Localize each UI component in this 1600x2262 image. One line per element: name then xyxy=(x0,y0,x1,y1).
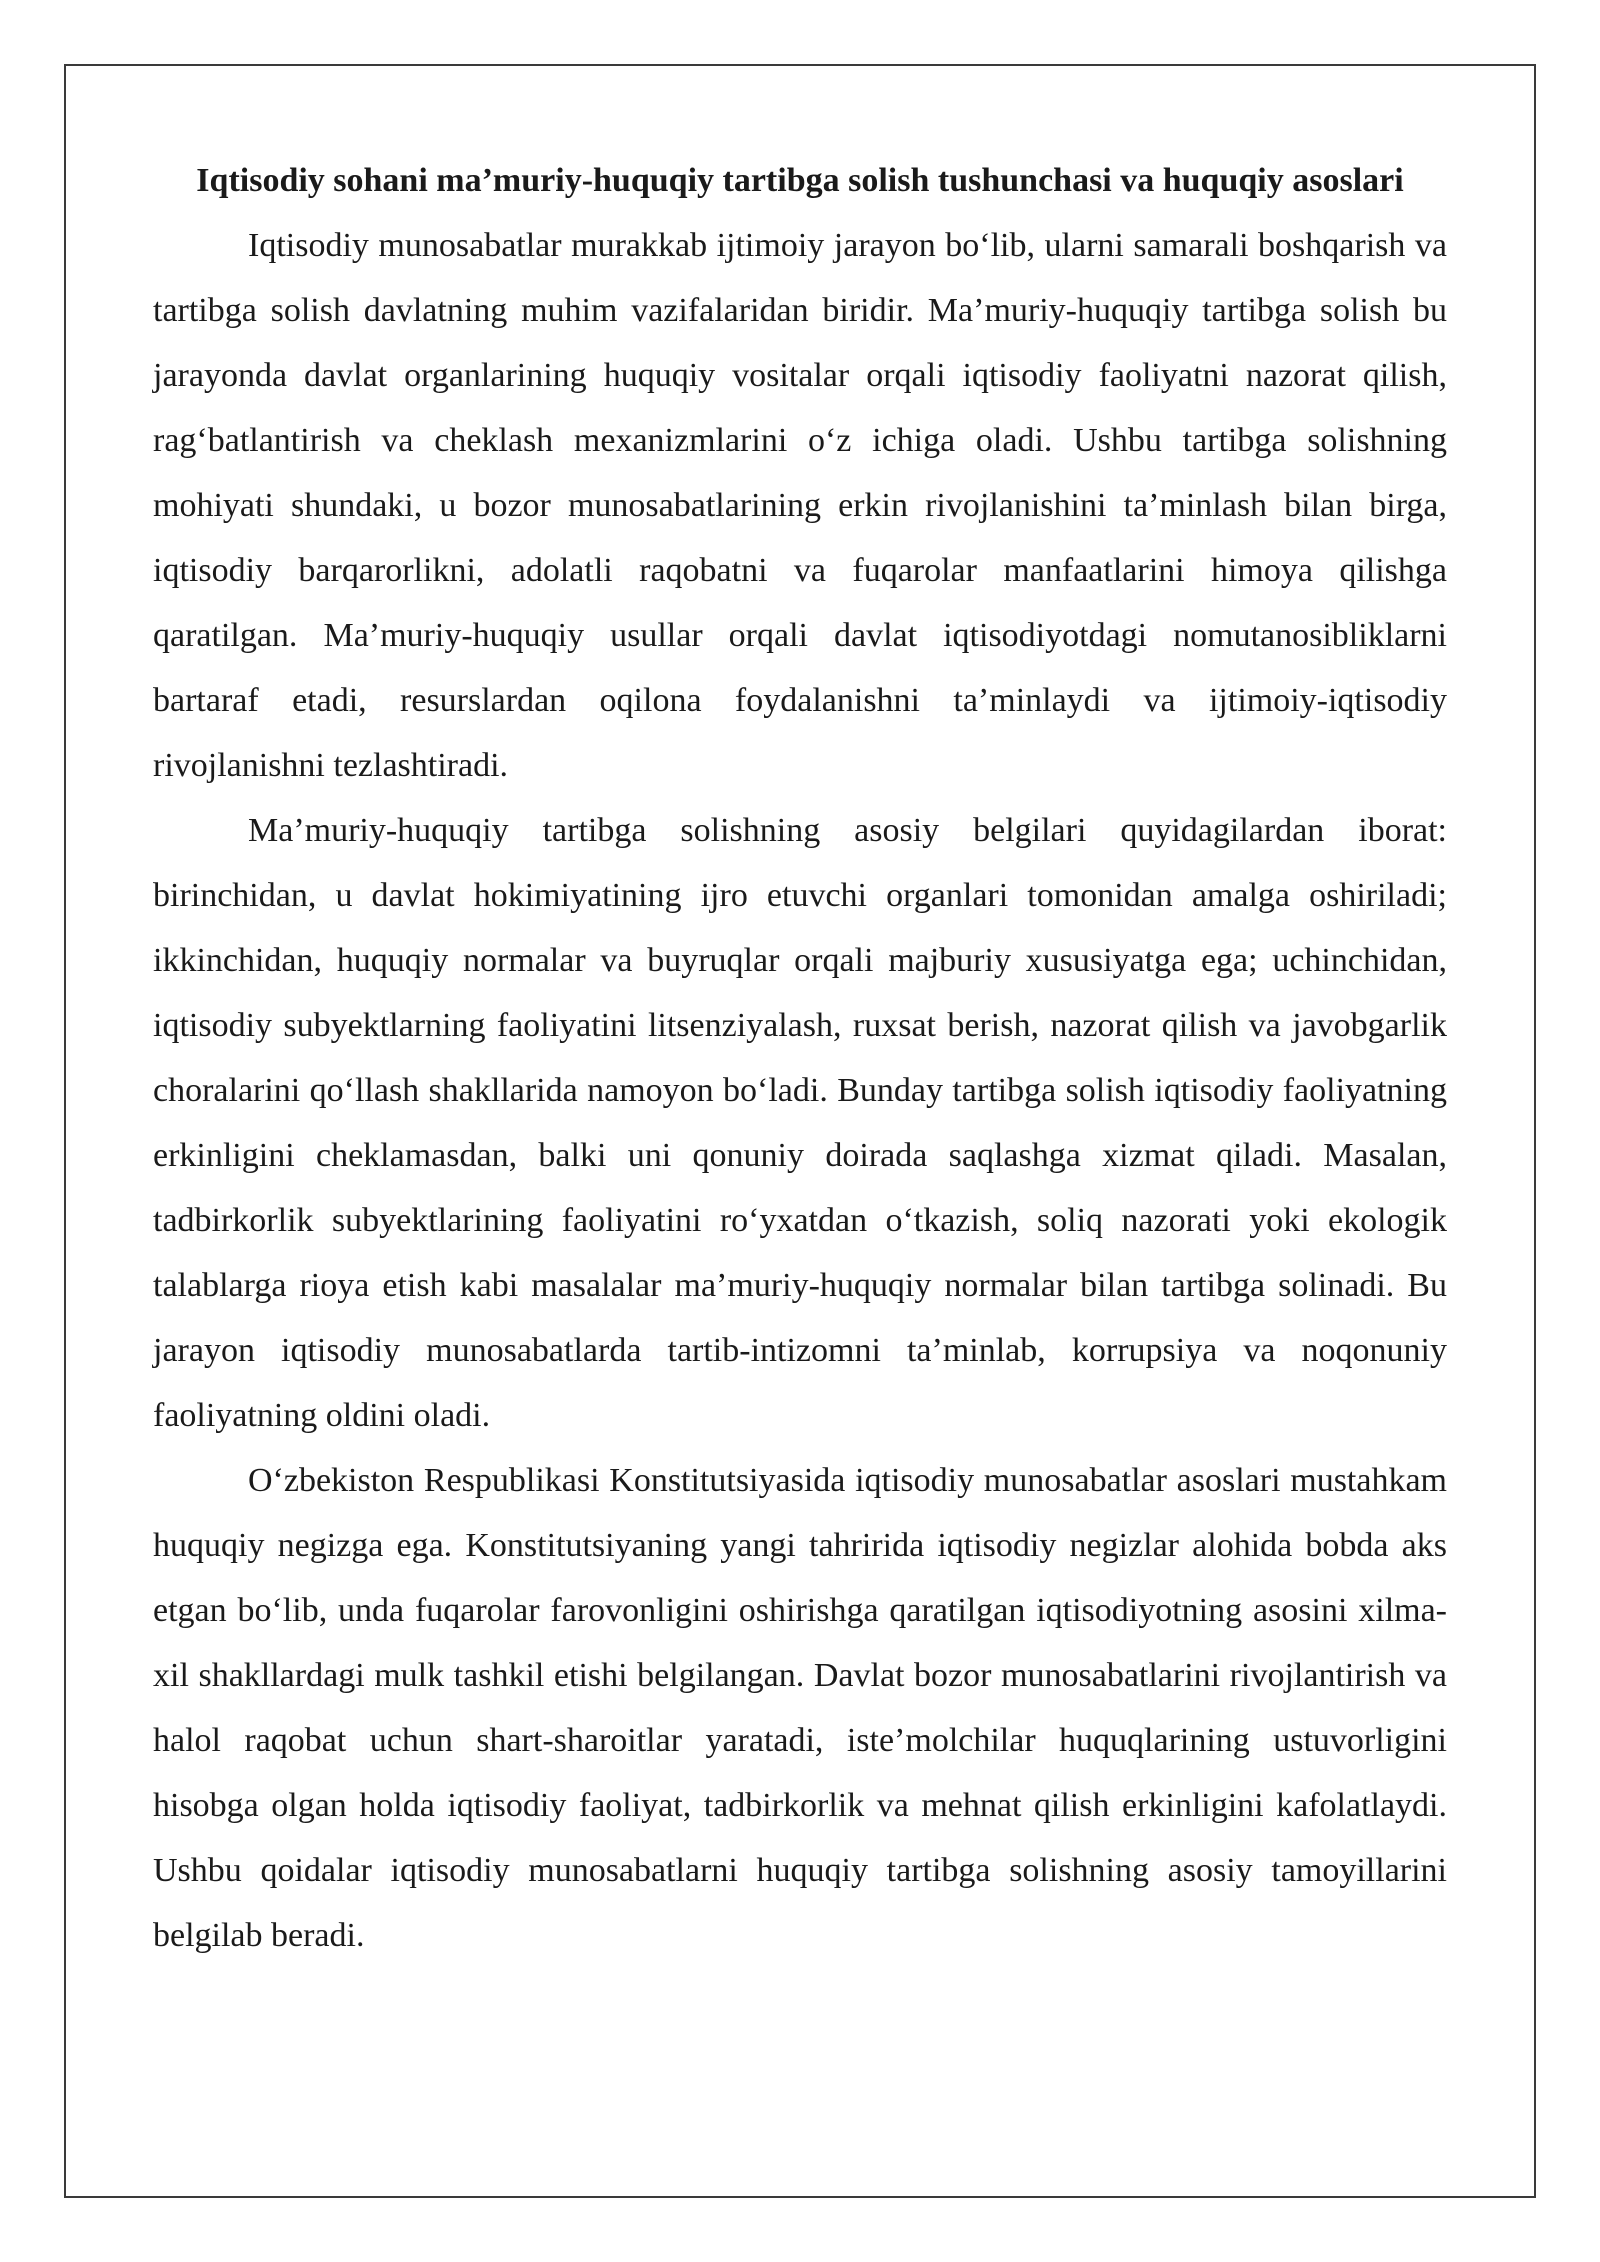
paragraph-3: O‘zbekiston Respublikasi Konstitutsiyasida iqtisodiy munosabatlar asoslari mustahkam huquqiy negizga ega. Konstitutsiyaning yangi tahririda iqtisodiy negizlar alohida bobda aks etgan bo‘lib, unda fuqarolar farovonligini oshirishga qaratilgan iqtisodiyotning asosini xilma-xil shakllardagi mulk tashkil etishi belgilangan. Davlat bozor munosabatlarini rivojlantirish va halol raqobat uchun shart-sharoitlar yaratadi, iste’molchilar huquqlarining ustuvorligini hisobga olgan holda iqtisodiy faoliyat, tadbirkorlik va mehnat qilish erkinligini kafolatlaydi. Ushbu qoidalar iqtisodiy munosabatlarni huquqiy tartibga solishning asosiy tamoyillarini belgilab beradi. xyxy=(153,1462,1447,1954)
paragraph-2: Ma’muriy-huquqiy tartibga solishning asosiy belgilari quyidagilardan iborat: birinchidan, u davlat hokimiyatining ijro etuvchi organlari tomonidan amalga oshiriladi; ikkinchidan, huquqiy normalar va buyruqlar orqali majburiy xususiyatga ega; uchinchidan, iqtisodiy subyektlarning faoliyatini litsenziyalash, ruxsat berish, nazorat qilish va javobgarlik choralarini qo‘llash shakllarida namoyon bo‘ladi. Bunday tartibga solish iqtisodiy faoliyatning erkinligini cheklamasdan, balki uni qonuniy doirada saqlashga xizmat qiladi. Masalan, tadbirkorlik subyektlarining faoliyatini ro‘yxatdan o‘tkazish, soliq nazorati yoki ekologik talablarga rioya etish kabi masalalar ma’muriy-huquqiy normalar bilan tartibga solinadi. Bu jarayon iqtisodiy munosabatlarda tartib-intizomni ta’minlab, korrupsiya va noqonuniy faoliyatning oldini oladi. xyxy=(153,812,1447,1434)
paragraph-1: Iqtisodiy munosabatlar murakkab ijtimoiy jarayon bo‘lib, ularni samarali boshqarish va tartibga solish davlatning muhim vazifalaridan biridir. Ma’muriy-huquqiy tartibga solish bu jarayonda davlat organlarining huquqiy vositalar orqali iqtisodiy faoliyatni nazorat qilish, rag‘batlantirish va cheklash mexanizmlarini o‘z ichiga oladi. Ushbu tartibga solishning mohiyati shundaki, u bozor munosabatlarining erkin rivojlanishini ta’minlash bilan birga, iqtisodiy barqarorlikni, adolatli raqobatni va fuqarolar manfaatlarini himoya qilishga qaratilgan. Ma’muriy-huquqiy usullar orqali davlat iqtisodiyotdagi nomutanosibliklarni bartaraf etadi, resurslardan oqilona foydalanishni ta’minlaydi va ijtimoiy-iqtisodiy rivojlanishni tezlashtiradi. xyxy=(153,227,1447,784)
document-body xyxy=(153,148,1447,1968)
document-title: Iqtisodiy sohani ma’muriy-huquqiy tartibga solish tushunchasi va huquqiy asoslari xyxy=(196,162,1404,199)
